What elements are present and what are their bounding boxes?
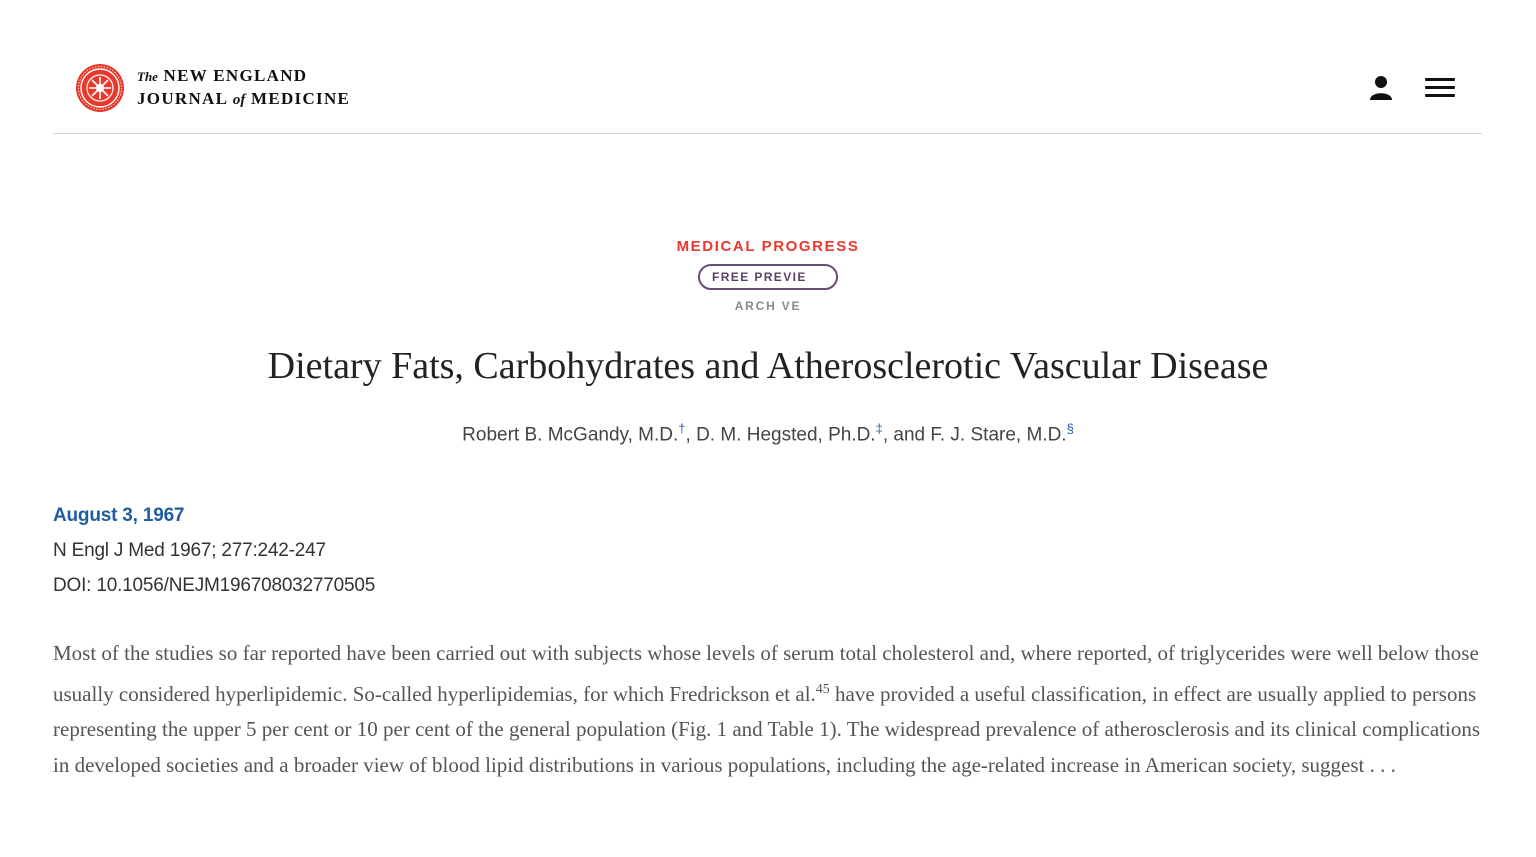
author-link[interactable]: F. J. Stare, M.D. <box>930 424 1067 446</box>
author-affiliation-mark[interactable]: § <box>1066 421 1074 436</box>
site-header <box>53 58 1482 134</box>
publication-date[interactable]: August 3, 1967 <box>53 505 185 526</box>
article-category[interactable]: MEDICAL PROGRESS <box>676 238 860 255</box>
author-affiliation-mark[interactable]: ‡ <box>875 421 883 436</box>
author-affiliation-mark[interactable]: † <box>678 421 686 436</box>
archive-label[interactable]: ARCH VE <box>734 299 802 313</box>
free-preview-badge: FREE PREVIE <box>698 264 838 290</box>
author-list: Robert B. McGandy, M.D.†, D. M. Hegsted, Ph.D.‡, and F. J. Stare, M.D.§ <box>462 421 1074 446</box>
author-link[interactable]: Robert B. McGandy, M.D. <box>462 424 679 446</box>
author-link[interactable]: D. M. Hegsted, Ph.D. <box>696 424 876 446</box>
citation: N Engl J Med 1967; 277:242-247 <box>53 540 326 561</box>
journal-name <box>137 65 350 111</box>
menu-icon <box>1425 78 1455 97</box>
logo-the: The <box>137 69 158 84</box>
user-icon <box>1368 74 1394 102</box>
reference-link[interactable]: 45 <box>815 681 830 697</box>
account-button[interactable] <box>1368 74 1394 102</box>
logo-line1: NEW ENGLAND <box>163 66 308 85</box>
journal-logo[interactable] <box>75 63 350 113</box>
menu-button[interactable] <box>1425 78 1455 102</box>
article-title: Dietary Fats, Carbohydrates and Atherosclerotic Vascular Disease <box>267 345 1269 387</box>
abstract-preview: Most of the studies so far reported have been carried out with subjects whose levels of serum total cholesterol and, where reported, of triglycerides were well below those usually considered hyperlipidemic. So-called hyperlipidemias, for which Fredrickson et al.$^{45}$ have provided a useful classification, in effect are usually applied to persons representing the upper 5 per cent or 10 per cent of the general population (Fig. 1 and Table 1). The widespread prevalence of atherosclerosis and its clinical complications in developed societies and a broader view of blood lipid distributions in various populations, including the age-related increase in American society, suggest . . . <box>53 641 1481 777</box>
doi: DOI: 10.1056/NEJM196708032770505 <box>53 575 376 596</box>
journal-seal-icon <box>75 63 125 113</box>
logo-line2a: JOURNAL <box>137 89 228 108</box>
logo-line2b: MEDICINE <box>250 89 351 108</box>
logo-of: of <box>232 92 246 108</box>
